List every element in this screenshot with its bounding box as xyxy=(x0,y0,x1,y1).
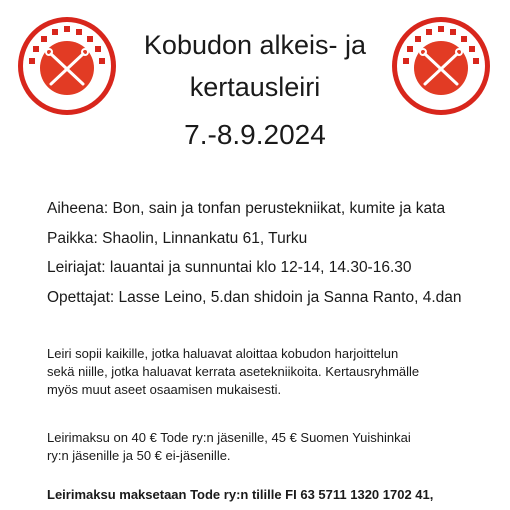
description-paragraph xyxy=(47,345,487,399)
times-line: Leiriajat: lauantai ja sunnuntai klo 12-14, 14.30-16.30 xyxy=(47,259,412,276)
description-line: sekä niille, jotka haluavat kerrata asetekniikoita. Kertausryhmälle xyxy=(47,364,420,379)
description-line: Leiri sopii kaikille, jotka haluavat aloittaa kobudon harjoittelun xyxy=(47,346,399,361)
fee-line: ry:n jäsenille ja 50 € ei-jäsenille. xyxy=(47,448,231,463)
teachers-line: Opettajat: Lasse Leino, 5.dan shidoin ja Sanna Ranto, 4.dan xyxy=(47,289,462,306)
event-date: 7.-8.9.2024 xyxy=(184,119,326,150)
place-line: Paikka: Shaolin, Linnankatu 61, Turku xyxy=(47,230,308,247)
topic-line: Aiheena: Bon, sain ja tonfan perustekniikat, kumite ja kata xyxy=(47,200,446,217)
payment-paragraph xyxy=(47,486,487,504)
description-line: myös muut aseet osaamisen mukaisesti. xyxy=(47,382,282,397)
payment-line: Leirimaksu maksetaan Tode ry:n tilille FI 63 5711 1320 1702 41, xyxy=(47,487,434,502)
fee-line: Leirimaksu on 40 € Tode ry:n jäsenille, 45 € Suomen Yuishinkai xyxy=(47,430,411,445)
title-line-1: Kobudon alkeis- ja xyxy=(143,30,367,60)
title-line-2: kertausleiri xyxy=(189,72,321,102)
fee-paragraph xyxy=(47,429,487,465)
